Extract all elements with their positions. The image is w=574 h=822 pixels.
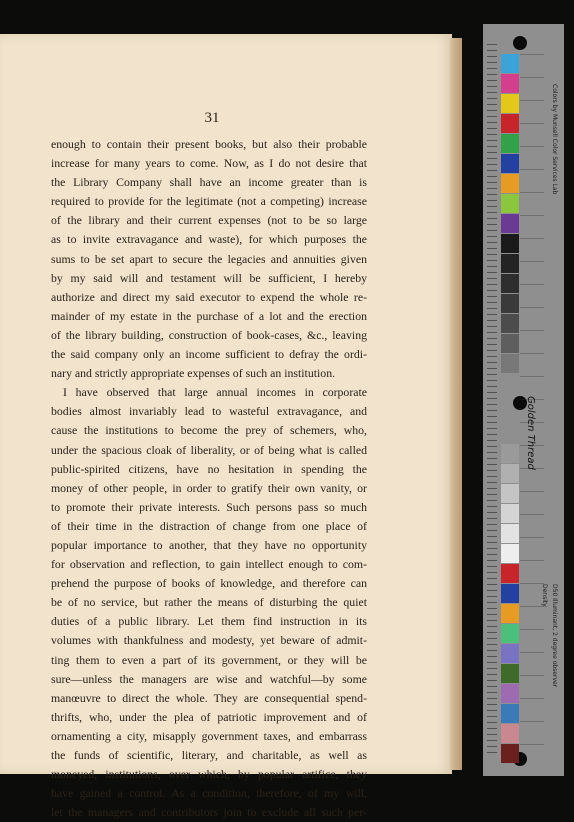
color-swatch bbox=[501, 114, 519, 133]
text-line: money of other people, in order to gratify their own vanity, or bbox=[51, 480, 367, 495]
color-swatch bbox=[501, 564, 519, 583]
text-line: volumes with thankfulness and modesty, yet beware of admit- bbox=[51, 633, 367, 648]
density-label: Density bbox=[541, 584, 548, 607]
page-number: 31 bbox=[204, 110, 220, 126]
color-swatch bbox=[501, 524, 519, 543]
color-swatch bbox=[501, 194, 519, 213]
color-swatch bbox=[501, 704, 519, 723]
illuminant-label: D50 Illuminant, 2 degree observer bbox=[551, 584, 558, 688]
color-swatch bbox=[501, 444, 519, 463]
text-line: the Library Company shall have an income greater than is bbox=[51, 175, 367, 190]
color-swatch bbox=[501, 624, 519, 643]
text-line: bodies almost invariably lead to wasteful extravagance, and bbox=[51, 404, 367, 419]
text-line: the funds of scientific, literary, and charitable, as well as bbox=[51, 748, 367, 762]
color-swatch bbox=[501, 684, 519, 703]
color-swatch bbox=[501, 314, 519, 333]
text-line: enough to contain their present books, but also their probable bbox=[51, 137, 367, 151]
punch-hole bbox=[513, 36, 527, 50]
text-line: prehend the purpose of books of knowledge, and therefore can bbox=[51, 576, 367, 591]
text-line: sure—unless the managers are wise and watchful—by some bbox=[51, 671, 367, 686]
text-line: of their time in the distraction of change from one place of bbox=[51, 518, 367, 533]
text-line: mainder of my estate in the purchase of a lot and the erection bbox=[51, 308, 367, 323]
text-line: I have observed that large annual incomes in corporate bbox=[63, 385, 367, 400]
color-swatch bbox=[501, 464, 519, 483]
color-swatch bbox=[501, 544, 519, 563]
text-line: popular importance to another, that they have no opportunity bbox=[51, 537, 367, 552]
text-line: manœuvre to direct the whole. They are consequential spend- bbox=[51, 690, 367, 705]
color-swatch bbox=[501, 294, 519, 313]
text-line: sums to be set apart to secure the legacies and annuities given bbox=[51, 251, 367, 266]
color-swatch bbox=[501, 94, 519, 113]
color-swatch bbox=[501, 334, 519, 353]
color-swatch bbox=[501, 354, 519, 373]
text-line: thrifts, who, under the plea of patriotic improvement and of bbox=[51, 709, 367, 724]
text-line: required to provide for the legitimate (not a competing) increase bbox=[51, 194, 367, 209]
text-line: as to invite extravagance and waste), for which purposes the bbox=[51, 232, 367, 247]
color-swatch bbox=[501, 584, 519, 603]
document-page bbox=[0, 34, 462, 820]
ruler-scale bbox=[487, 44, 497, 754]
text-line: nary and strictly appropriate expenses of such an institution. bbox=[51, 366, 336, 381]
color-swatch bbox=[501, 644, 519, 663]
color-swatch bbox=[501, 214, 519, 233]
text-line: of the library building, construction of book-cases, &c., leaving bbox=[51, 327, 367, 342]
text-line: cause the institutions to become the prey of schemers, who, bbox=[51, 423, 367, 438]
color-swatch bbox=[501, 724, 519, 743]
body-text bbox=[51, 135, 367, 822]
text-line: be of no service, but rather the means of disturbing the quiet bbox=[51, 595, 367, 610]
page-paper bbox=[0, 34, 452, 820]
text-line: duties of a public library. Let them find instruction in its bbox=[51, 614, 367, 629]
color-swatch bbox=[501, 174, 519, 193]
color-swatch bbox=[501, 154, 519, 173]
color-swatch bbox=[501, 484, 519, 503]
color-swatch bbox=[501, 234, 519, 253]
text-line: ting them to even a part of its government, or they will be bbox=[51, 652, 367, 667]
text-line: under the spacious cloak of liberality, or of being what is called bbox=[51, 442, 367, 457]
text-line: ornamenting a city, misapply government taxes, and embarrass bbox=[51, 728, 367, 743]
text-line: have gained a control. As a condition, therefore, of my will, bbox=[51, 786, 367, 801]
text-line: to promote their private interests. Such persons pass so much bbox=[51, 499, 367, 514]
color-swatch bbox=[501, 254, 519, 273]
munsell-label: Colors by Munsell Color Services Lab bbox=[551, 84, 558, 195]
text-line: authorize and direct my said executor to expend the whole re- bbox=[51, 289, 367, 304]
text-line: moneyed, institutions, over which, by popular artifice, they bbox=[51, 767, 367, 782]
text-line: public-spirited citizens, have no hesitation in spending the bbox=[51, 461, 367, 476]
color-swatch bbox=[501, 274, 519, 293]
color-swatch bbox=[501, 74, 519, 93]
text-line: increase for many years to come. Now, as I do not desire that bbox=[51, 156, 367, 171]
text-line: of the library and their current expenses (not to be so large bbox=[51, 213, 367, 228]
color-target-strip bbox=[483, 24, 564, 776]
text-line: by my said will and testament will be sufficient, I hereby bbox=[51, 270, 367, 285]
color-swatch bbox=[501, 664, 519, 683]
color-swatch bbox=[501, 604, 519, 623]
page-edge bbox=[450, 38, 462, 770]
color-swatch bbox=[501, 134, 519, 153]
text-line: let the managers and contributors join to exclude all such per- bbox=[51, 805, 367, 820]
golden-thread-logo: Golden Thread bbox=[525, 396, 536, 470]
color-swatch bbox=[501, 504, 519, 523]
color-swatch bbox=[501, 744, 519, 763]
color-swatch bbox=[501, 54, 519, 73]
text-line: the said company only an income sufficient to defray the ordi- bbox=[51, 347, 367, 362]
text-line: for observation and reflection, to gain intellect enough to com- bbox=[51, 557, 367, 572]
